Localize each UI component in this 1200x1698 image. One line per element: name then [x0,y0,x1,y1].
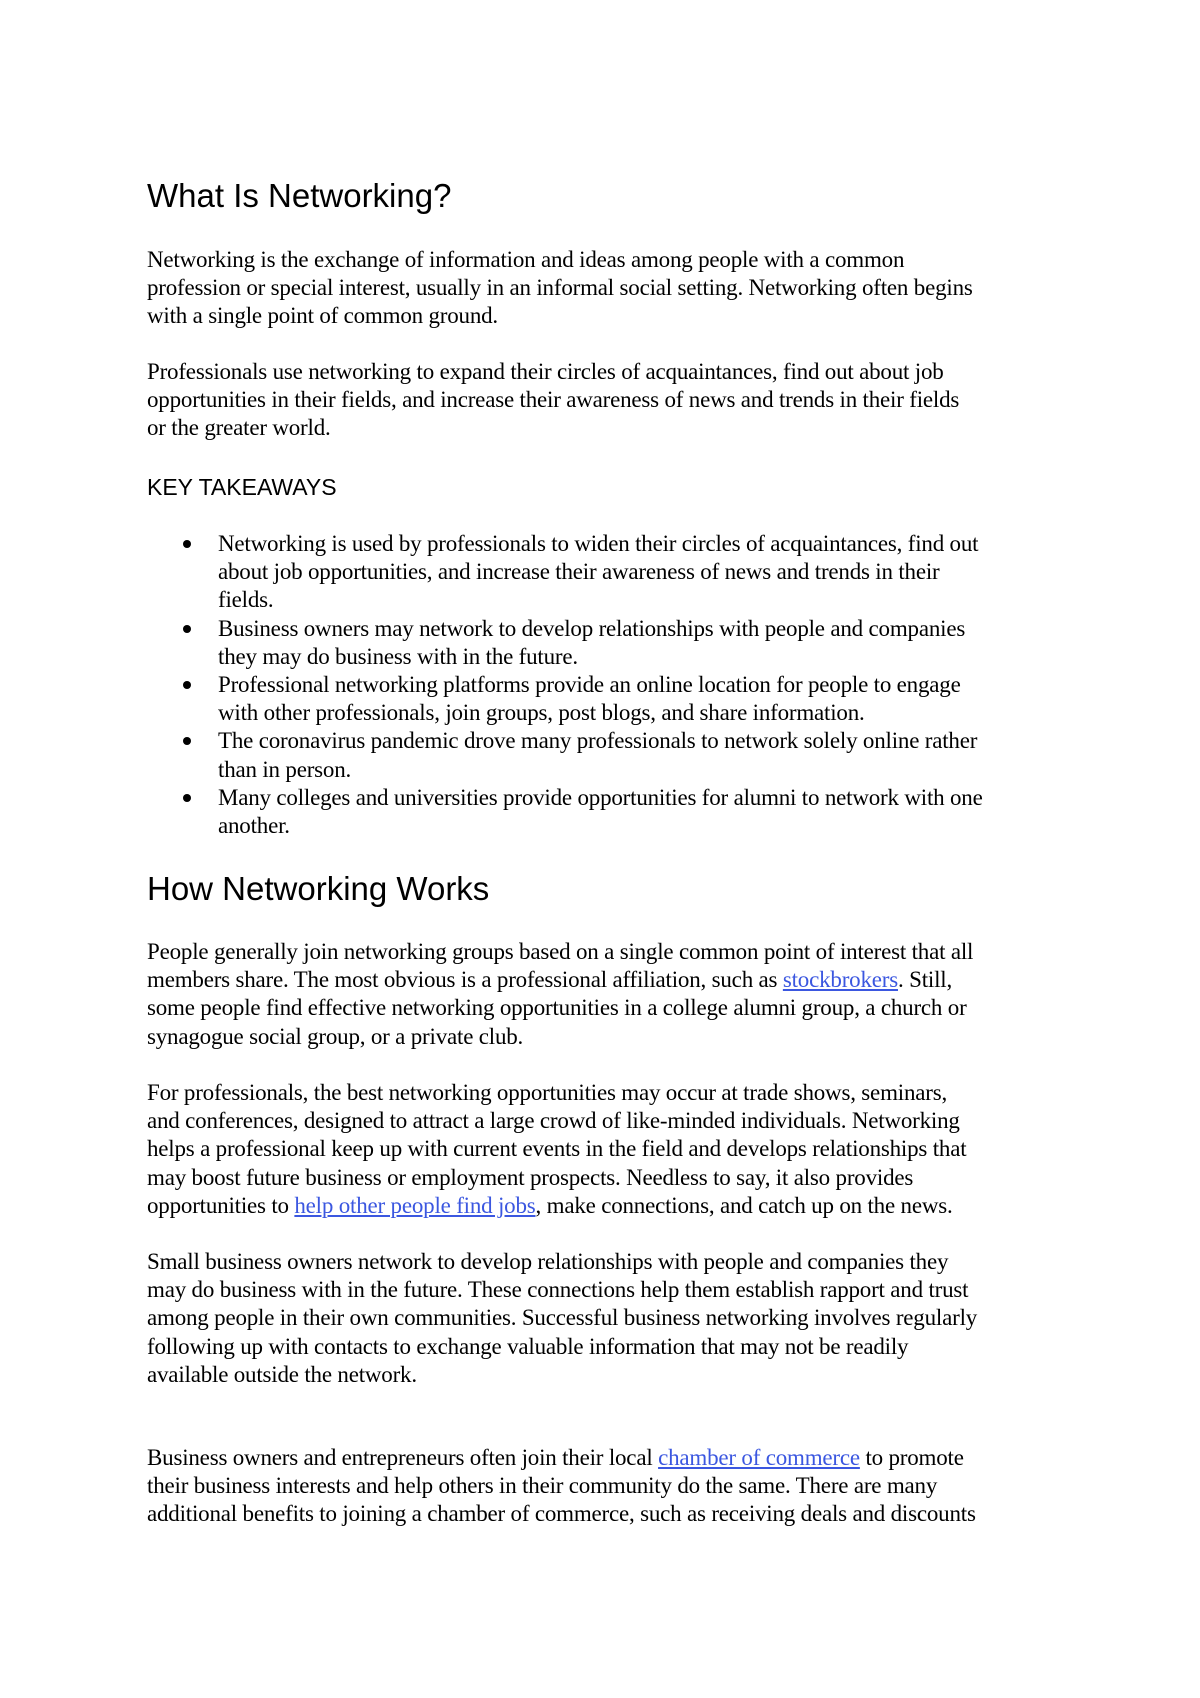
text-line: and conferences, designed to attract a large crowd of like-minded individuals. Networking [147,1108,960,1134]
text-line: Business owners may network to develop relationships with people and companies [218,615,966,641]
list-item [147,784,983,840]
paragraph-small-business [147,1248,977,1389]
help-find-jobs-link[interactable]: help other people find jobs [294,1192,536,1218]
heading-how-networking-works: How Networking Works [147,870,490,907]
text-segment: to promote [859,1445,964,1470]
paragraph-definition [147,246,973,331]
text-line: with a single point of common ground. [147,303,498,329]
key-takeaways-heading: KEY TAKEAWAYS [147,474,337,500]
text-line: Professional networking platforms provide an online location for people to engage [218,671,961,697]
text-line: Many colleges and universities provide opportunities for alumni to network with one [218,784,983,810]
bullet-icon [183,540,191,548]
text-segment: members share. The most obvious is a professional affiliation, such as [147,967,783,993]
text-line: helps a professional keep up with current events in the field and develops relationships that [147,1136,967,1162]
text-line: with other professionals, join groups, post blogs, and share information. [218,700,865,726]
text-line: Networking is the exchange of information and ideas among people with a common [147,247,905,272]
paragraph-events [147,1079,966,1220]
text-line: fields. [218,587,274,613]
text-line: may do business with in the future. These connections help them establish rapport and trust [147,1277,969,1303]
text-line: or the greater world. [147,415,331,441]
text-line: may boost future business or employment prospects. Needless to say, it also provides [147,1164,914,1190]
text-line: Professionals use networking to expand their circles of acquaintances, find out about job [147,359,944,384]
bullet-icon [183,794,191,802]
text-line: For professionals, the best networking opportunities may occur at trade shows, seminars, [147,1080,948,1105]
text-line: than in person. [218,756,352,782]
text-line: profession or special interest, usually in an informal social setting. Networking often begins [147,275,973,301]
chamber-of-commerce-link[interactable]: chamber of commerce [658,1445,860,1470]
heading-what-is-networking: What Is Networking? [147,177,452,214]
text-line: some people find effective networking opportunities in a college alumni group, a church or [147,995,967,1021]
text-line: The coronavirus pandemic drove many professionals to network solely online rather [218,728,978,754]
text-line [147,966,973,994]
text-line: another. [218,812,290,838]
paragraph-chamber [147,1444,976,1529]
text-line: following up with contacts to exchange valuable information that may not be readily [147,1333,909,1359]
bullet-icon [183,625,191,633]
text-line: they may do business with in the future. [218,643,578,669]
text-line: additional benefits to joining a chamber of commerce, such as receiving deals and discounts [147,1501,976,1527]
text-line: among people in their own communities. Successful business networking involves regularly [147,1305,978,1331]
text-line [147,1444,976,1472]
text-segment: , make connections, and catch up on the news. [535,1192,953,1218]
text-segment: opportunities to [147,1192,295,1218]
paragraph-professionals [147,358,959,443]
key-takeaways-list [147,530,983,840]
text-line: Networking is used by professionals to widen their circles of acquaintances, find out [218,531,979,556]
list-item [147,727,983,783]
bullet-icon [183,681,191,689]
stockbrokers-link[interactable]: stockbrokers [782,967,898,993]
text-line: People generally join networking groups based on a single common point of interest that all [147,939,974,964]
text-line: their business interests and help others in their community do the same. There are many [147,1473,938,1499]
list-item [147,671,983,727]
text-segment: . Still, [898,967,953,993]
paragraph-groups [147,938,973,1051]
list-item [147,615,983,671]
bullet-icon [183,737,191,745]
text-segment: Business owners and entrepreneurs often join their local [147,1445,659,1470]
text-line: available outside the network. [147,1361,417,1387]
text-line: about job opportunities, and increase their awareness of news and trends in their [218,559,940,585]
list-item [147,530,983,615]
text-line [147,1192,966,1220]
text-line: Small business owners network to develop relationships with people and companies they [147,1249,949,1274]
text-line: synagogue social group, or a private club. [147,1023,524,1049]
text-line: opportunities in their fields, and increase their awareness of news and trends in their fields [147,387,960,413]
